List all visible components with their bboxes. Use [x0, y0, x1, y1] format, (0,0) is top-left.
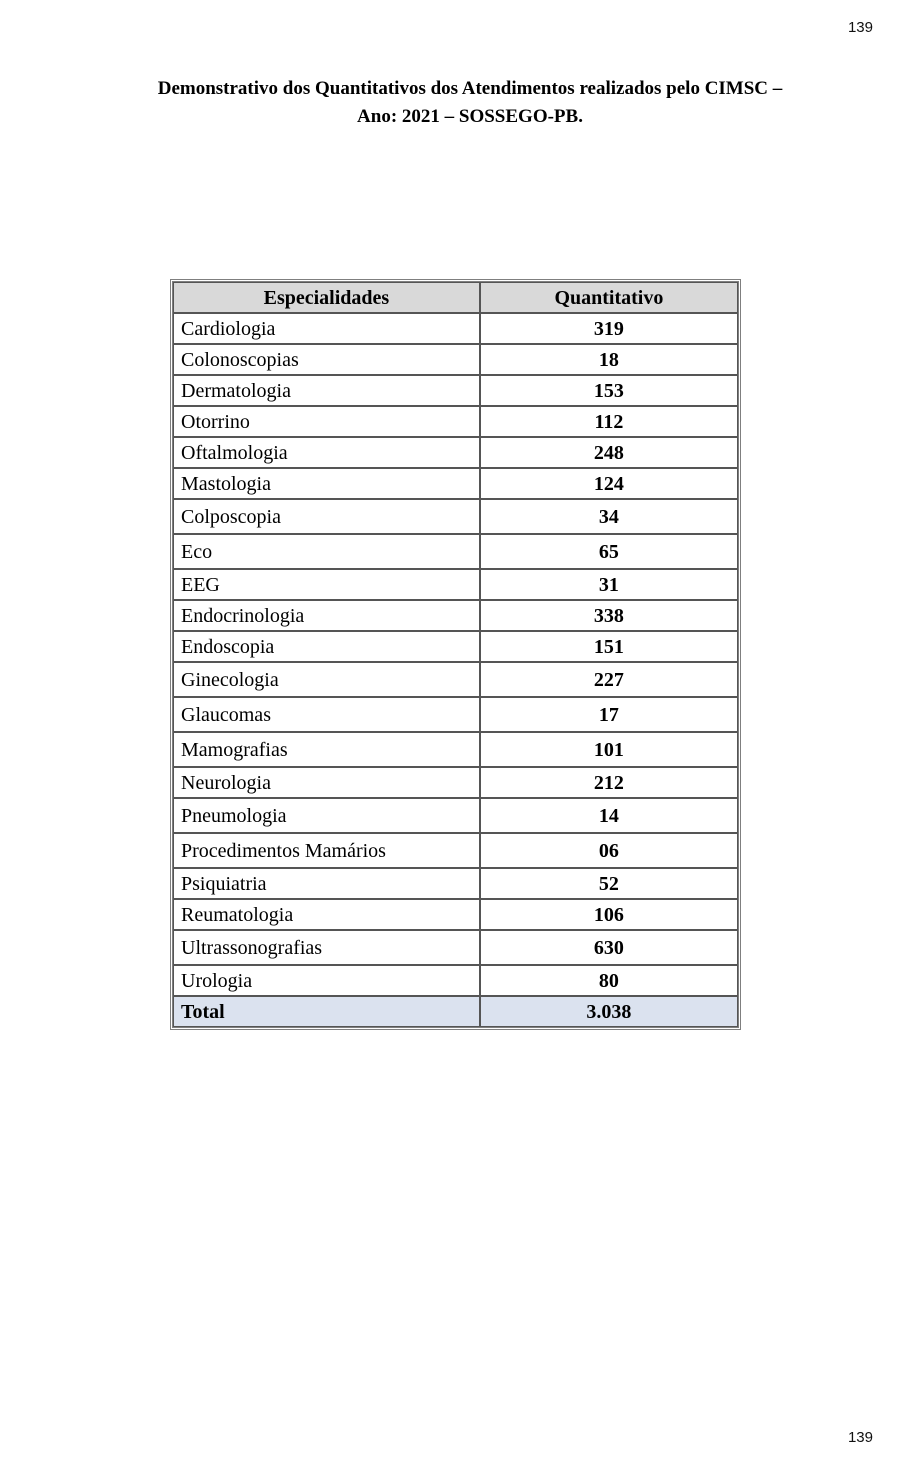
quantity-cell: 212: [480, 767, 738, 798]
table-row: [173, 965, 738, 996]
table-row: [173, 899, 738, 930]
table-row: [173, 499, 738, 534]
title-line-1: Demonstrativo dos Quantitativos dos Atendimentos realizados pelo CIMSC –: [157, 78, 783, 99]
table-row: [173, 600, 738, 631]
table-row: [173, 697, 738, 732]
header-especialidades: Especialidades: [173, 282, 480, 313]
specialty-cell: Ginecologia: [173, 662, 480, 697]
quantity-cell: 52: [480, 868, 738, 899]
specialty-cell: Dermatologia: [173, 375, 480, 406]
table-row: [173, 662, 738, 697]
quantity-cell: 124: [480, 468, 738, 499]
quantity-cell: 31: [480, 569, 738, 600]
specialty-cell: Mamografias: [173, 732, 480, 767]
specialty-cell: Ultrassonografias: [173, 930, 480, 965]
quantity-cell: 227: [480, 662, 738, 697]
specialty-cell: Psiquiatria: [173, 868, 480, 899]
quantity-cell: 151: [480, 631, 738, 662]
quantity-cell: 65: [480, 534, 738, 569]
specialty-cell: Procedimentos Mamários: [173, 833, 480, 868]
quantity-cell: 14: [480, 798, 738, 833]
quantity-cell: 80: [480, 965, 738, 996]
table-row: [173, 798, 738, 833]
specialty-cell: Colonoscopias: [173, 344, 480, 375]
table-header-row: [173, 282, 738, 313]
attendance-table: [170, 279, 741, 1030]
specialty-cell: Mastologia: [173, 468, 480, 499]
page-number-top: 139: [847, 19, 873, 36]
specialty-cell: Oftalmologia: [173, 437, 480, 468]
table-row: [173, 437, 738, 468]
quantity-cell: 18: [480, 344, 738, 375]
quantity-cell: 106: [480, 899, 738, 930]
quantity-cell: 248: [480, 437, 738, 468]
quantity-cell: 06: [480, 833, 738, 868]
quantity-cell: 17: [480, 697, 738, 732]
total-quantity-cell: 3.038: [480, 996, 738, 1027]
quantity-cell: 338: [480, 600, 738, 631]
table-row: [173, 732, 738, 767]
total-row: [173, 996, 738, 1027]
specialty-cell: Colposcopia: [173, 499, 480, 534]
specialty-cell: Pneumologia: [173, 798, 480, 833]
quantity-cell: 319: [480, 313, 738, 344]
specialty-cell: Neurologia: [173, 767, 480, 798]
quantity-cell: 112: [480, 406, 738, 437]
quantity-cell: 630: [480, 930, 738, 965]
specialty-cell: Endocrinologia: [173, 600, 480, 631]
specialty-cell: Otorrino: [173, 406, 480, 437]
table-row: [173, 930, 738, 965]
table-row: [173, 375, 738, 406]
table-row: [173, 767, 738, 798]
table-row: [173, 468, 738, 499]
specialty-cell: Cardiologia: [173, 313, 480, 344]
table-row: [173, 344, 738, 375]
table-row: [173, 868, 738, 899]
specialty-cell: Endoscopia: [173, 631, 480, 662]
total-label-cell: Total: [173, 996, 480, 1027]
table-row: [173, 833, 738, 868]
specialty-cell: Eco: [173, 534, 480, 569]
table-row: [173, 313, 738, 344]
specialty-cell: Urologia: [173, 965, 480, 996]
specialty-cell: EEG: [173, 569, 480, 600]
header-quantitativo: Quantitativo: [480, 282, 738, 313]
title-line-2: Ano: 2021 – SOSSEGO-PB.: [357, 106, 583, 127]
table-row: [173, 406, 738, 437]
quantity-cell: 34: [480, 499, 738, 534]
table-row: [173, 631, 738, 662]
table-row: [173, 569, 738, 600]
specialty-cell: Reumatologia: [173, 899, 480, 930]
quantity-cell: 153: [480, 375, 738, 406]
specialty-cell: Glaucomas: [173, 697, 480, 732]
document-title: [60, 75, 880, 131]
page-number-bottom: 139: [847, 1429, 873, 1446]
table-row: [173, 534, 738, 569]
quantity-cell: 101: [480, 732, 738, 767]
